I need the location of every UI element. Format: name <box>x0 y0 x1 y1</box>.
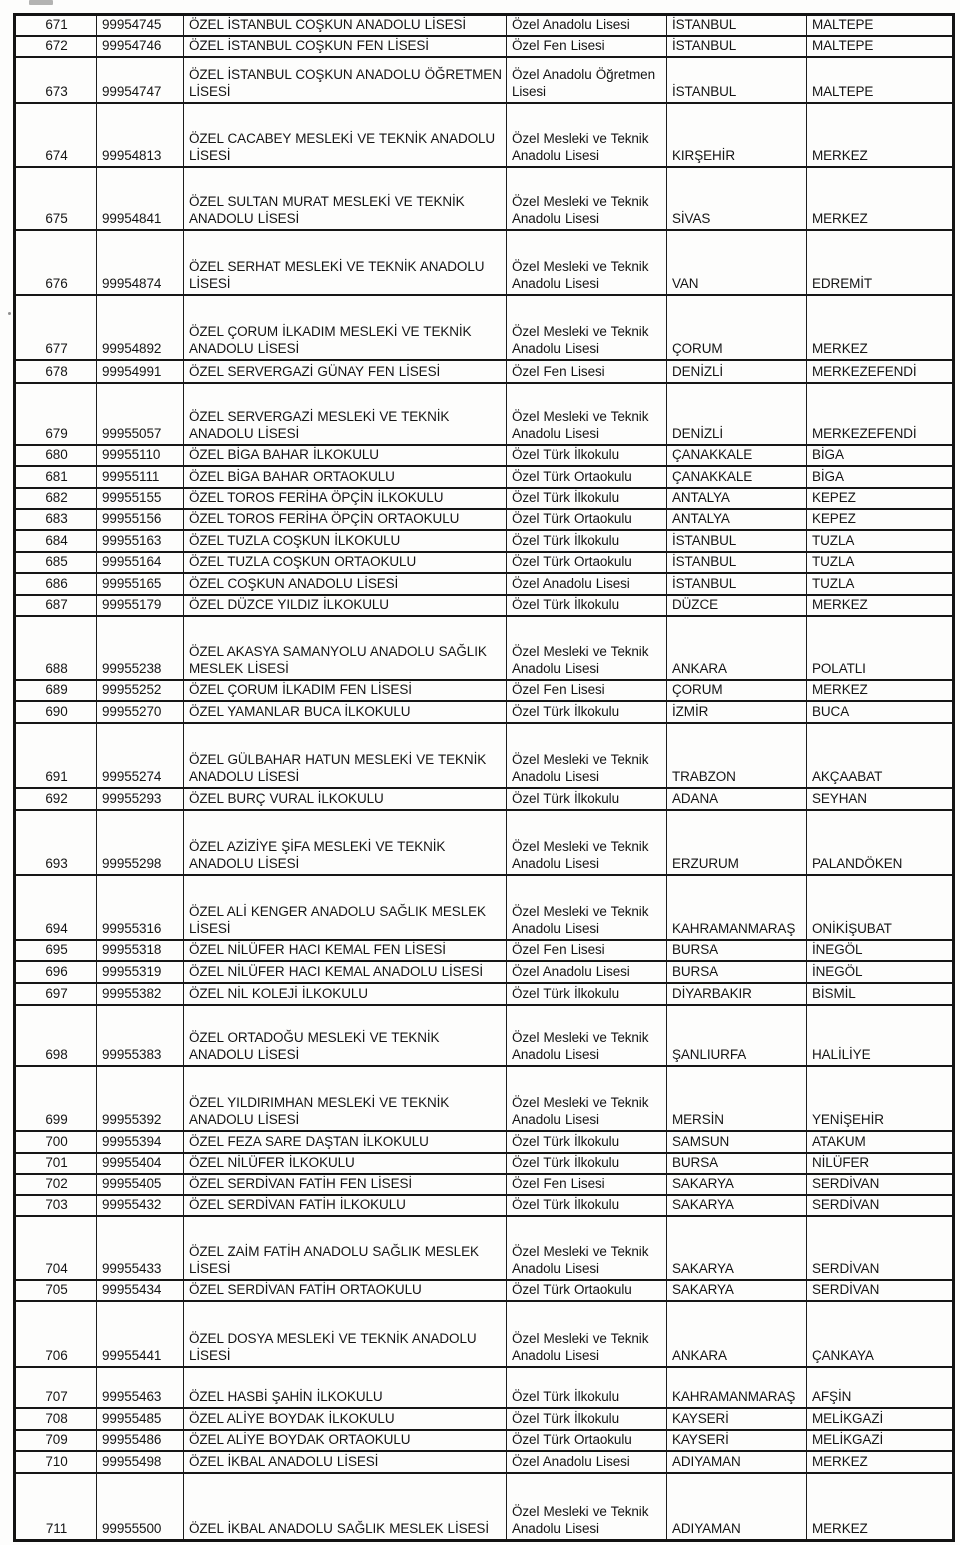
cell-province: KAHRAMANMARAŞ <box>667 1367 807 1408</box>
cell-school-code: 99955392 <box>97 1066 184 1131</box>
cell-school-name: ÖZEL NİLÜFER İLKOKULU <box>184 1153 507 1174</box>
cell-school-code: 99954841 <box>97 167 184 230</box>
cell-district: YENİŞEHİR <box>807 1066 954 1131</box>
cell-province: ANTALYA <box>667 509 807 530</box>
table-row <box>15 680 954 701</box>
cell-district: MERKEZEFENDİ <box>807 360 954 383</box>
cell-school-type: Özel Mesleki ve Teknik Anadolu Lisesi <box>507 616 667 680</box>
cell-row-number: 681 <box>15 466 97 488</box>
cell-school-type: Özel Fen Lisesi <box>507 940 667 961</box>
cell-row-number: 687 <box>15 595 97 616</box>
table-row <box>15 616 954 680</box>
cell-district: MERKEZ <box>807 680 954 701</box>
table-row <box>15 1367 954 1408</box>
cell-district: BİGA <box>807 445 954 466</box>
table-row <box>15 961 954 983</box>
table-row <box>15 488 954 509</box>
school-table-body <box>15 15 954 1541</box>
cell-district: SEYHAN <box>807 788 954 810</box>
cell-row-number: 709 <box>15 1430 97 1451</box>
cell-district: TUZLA <box>807 573 954 595</box>
cell-row-number: 704 <box>15 1216 97 1280</box>
table-row <box>15 167 954 230</box>
cell-district: MELİKGAZİ <box>807 1408 954 1430</box>
cell-school-type: Özel Mesleki ve Teknik Anadolu Lisesi <box>507 1473 667 1540</box>
cell-school-type: Özel Türk İlkokulu <box>507 488 667 509</box>
cell-province: MERSİN <box>667 1066 807 1131</box>
cell-district: İNEGÖL <box>807 961 954 983</box>
cell-school-code: 99955057 <box>97 383 184 445</box>
cell-school-code: 99955274 <box>97 723 184 788</box>
cell-school-code: 99955293 <box>97 788 184 810</box>
cell-school-name: ÖZEL CACABEY MESLEKİ VE TEKNİK ANADOLU LİSESİ <box>184 103 507 167</box>
cell-school-type: Özel Türk İlkokulu <box>507 1195 667 1216</box>
cell-school-name: ÖZEL SERVERGAZİ GÜNAY FEN LİSESİ <box>184 360 507 383</box>
cell-district: PALANDÖKEN <box>807 810 954 875</box>
cell-school-code: 99955252 <box>97 680 184 701</box>
cell-province: BURSA <box>667 940 807 961</box>
cell-school-name: ÖZEL ALİYE BOYDAK İLKOKULU <box>184 1408 507 1430</box>
scan-speck <box>8 312 11 315</box>
cell-school-type: Özel Türk İlkokulu <box>507 1367 667 1408</box>
cell-school-type: Özel Mesleki ve Teknik Anadolu Lisesi <box>507 1301 667 1367</box>
cell-school-name: ÖZEL HASBİ ŞAHİN İLKOKULU <box>184 1367 507 1408</box>
table-row <box>15 723 954 788</box>
cell-school-code: 99955485 <box>97 1408 184 1430</box>
table-row <box>15 595 954 616</box>
cell-school-name: ÖZEL İSTANBUL COŞKUN FEN LİSESİ <box>184 36 507 57</box>
cell-school-type: Özel Mesleki ve Teknik Anadolu Lisesi <box>507 1066 667 1131</box>
cell-row-number: 695 <box>15 940 97 961</box>
cell-school-name: ÖZEL İKBAL ANADOLU SAĞLIK MESLEK LİSESİ <box>184 1473 507 1540</box>
cell-province: İSTANBUL <box>667 530 807 552</box>
cell-row-number: 708 <box>15 1408 97 1430</box>
cell-row-number: 674 <box>15 103 97 167</box>
table-row <box>15 36 954 57</box>
cell-row-number: 706 <box>15 1301 97 1367</box>
cell-school-type: Özel Anadolu Lisesi <box>507 1451 667 1473</box>
cell-school-name: ÖZEL BİGA BAHAR ORTAOKULU <box>184 466 507 488</box>
cell-school-code: 99955463 <box>97 1367 184 1408</box>
cell-district: KEPEZ <box>807 509 954 530</box>
cell-school-name: ÖZEL ZAİM FATİH ANADOLU SAĞLIK MESLEK LİSESİ <box>184 1216 507 1280</box>
cell-school-name: ÖZEL TUZLA COŞKUN İLKOKULU <box>184 530 507 552</box>
cell-school-type: Özel Türk Ortaokulu <box>507 552 667 573</box>
table-row <box>15 1280 954 1301</box>
cell-school-code: 99955500 <box>97 1473 184 1540</box>
cell-school-name: ÖZEL DOSYA MESLEKİ VE TEKNİK ANADOLU LİSESİ <box>184 1301 507 1367</box>
cell-province: BURSA <box>667 1153 807 1174</box>
cell-school-type: Özel Mesleki ve Teknik Anadolu Lisesi <box>507 723 667 788</box>
cell-school-name: ÖZEL SERHAT MESLEKİ VE TEKNİK ANADOLU LİSESİ <box>184 230 507 295</box>
cell-province: KIRŞEHİR <box>667 103 807 167</box>
cell-school-name: ÖZEL GÜLBAHAR HATUN MESLEKİ VE TEKNİK ANADOLU LİSESİ <box>184 723 507 788</box>
cell-school-code: 99955441 <box>97 1301 184 1367</box>
cell-province: ANKARA <box>667 1301 807 1367</box>
cell-province: ADANA <box>667 788 807 810</box>
cell-district: MERKEZ <box>807 1451 954 1473</box>
scan-artifact <box>29 0 53 5</box>
cell-school-name: ÖZEL AKASYA SAMANYOLU ANADOLU SAĞLIK MESLEK LİSESİ <box>184 616 507 680</box>
cell-province: SİVAS <box>667 167 807 230</box>
cell-school-code: 99955165 <box>97 573 184 595</box>
cell-school-code: 99955163 <box>97 530 184 552</box>
cell-school-name: ÖZEL DÜZCE YILDIZ İLKOKULU <box>184 595 507 616</box>
cell-province: ADIYAMAN <box>667 1473 807 1540</box>
cell-row-number: 699 <box>15 1066 97 1131</box>
cell-district: BİSMİL <box>807 983 954 1005</box>
cell-school-type: Özel Anadolu Lisesi <box>507 573 667 595</box>
cell-row-number: 677 <box>15 295 97 360</box>
cell-province: İZMİR <box>667 701 807 723</box>
cell-school-type: Özel Türk İlkokulu <box>507 595 667 616</box>
cell-province: ANTALYA <box>667 488 807 509</box>
cell-school-name: ÖZEL İSTANBUL COŞKUN ANADOLU LİSESİ <box>184 15 507 37</box>
table-row <box>15 230 954 295</box>
cell-school-type: Özel Anadolu Lisesi <box>507 15 667 37</box>
cell-province: KAYSERİ <box>667 1408 807 1430</box>
table-row <box>15 1131 954 1153</box>
cell-school-type: Özel Türk İlkokulu <box>507 1131 667 1153</box>
cell-school-code: 99954745 <box>97 15 184 37</box>
cell-school-name: ÖZEL ÇORUM İLKADIM MESLEKİ VE TEKNİK ANADOLU LİSESİ <box>184 295 507 360</box>
cell-school-code: 99955110 <box>97 445 184 466</box>
cell-province: SAKARYA <box>667 1174 807 1195</box>
cell-province: ÇORUM <box>667 680 807 701</box>
cell-district: TUZLA <box>807 552 954 573</box>
cell-row-number: 700 <box>15 1131 97 1153</box>
cell-school-type: Özel Anadolu Lisesi <box>507 961 667 983</box>
cell-district: MALTEPE <box>807 57 954 103</box>
cell-school-name: ÖZEL İKBAL ANADOLU LİSESİ <box>184 1451 507 1473</box>
cell-school-code: 99955432 <box>97 1195 184 1216</box>
cell-school-type: Özel Türk İlkokulu <box>507 1408 667 1430</box>
cell-district: NİLÜFER <box>807 1153 954 1174</box>
cell-school-code: 99955316 <box>97 875 184 940</box>
cell-province: İSTANBUL <box>667 573 807 595</box>
cell-school-type: Özel Fen Lisesi <box>507 1174 667 1195</box>
cell-district: ATAKUM <box>807 1131 954 1153</box>
table-row <box>15 57 954 103</box>
cell-row-number: 702 <box>15 1174 97 1195</box>
cell-row-number: 676 <box>15 230 97 295</box>
cell-school-code: 99954991 <box>97 360 184 383</box>
cell-school-name: ÖZEL TUZLA COŞKUN ORTAOKULU <box>184 552 507 573</box>
cell-school-name: ÖZEL YILDIRIMHAN MESLEKİ VE TEKNİK ANADOLU LİSESİ <box>184 1066 507 1131</box>
cell-district: SERDİVAN <box>807 1280 954 1301</box>
cell-school-code: 99955394 <box>97 1131 184 1153</box>
cell-school-code: 99955498 <box>97 1451 184 1473</box>
cell-row-number: 675 <box>15 167 97 230</box>
table-row <box>15 466 954 488</box>
cell-school-code: 99954746 <box>97 36 184 57</box>
cell-school-name: ÖZEL NİLÜFER HACI KEMAL ANADOLU LİSESİ <box>184 961 507 983</box>
cell-school-code: 99955433 <box>97 1216 184 1280</box>
table-row <box>15 1216 954 1280</box>
cell-province: İSTANBUL <box>667 15 807 37</box>
cell-school-code: 99954813 <box>97 103 184 167</box>
cell-school-code: 99955298 <box>97 810 184 875</box>
table-row <box>15 530 954 552</box>
cell-school-name: ÖZEL SERDİVAN FATİH FEN LİSESİ <box>184 1174 507 1195</box>
table-row <box>15 701 954 723</box>
cell-school-name: ÖZEL SERDİVAN FATİH ORTAOKULU <box>184 1280 507 1301</box>
cell-row-number: 705 <box>15 1280 97 1301</box>
cell-row-number: 684 <box>15 530 97 552</box>
cell-school-code: 99955383 <box>97 1005 184 1066</box>
cell-school-name: ÖZEL COŞKUN ANADOLU LİSESİ <box>184 573 507 595</box>
cell-row-number: 672 <box>15 36 97 57</box>
table-row <box>15 445 954 466</box>
cell-province: DÜZCE <box>667 595 807 616</box>
cell-school-type: Özel Türk İlkokulu <box>507 1153 667 1174</box>
cell-row-number: 683 <box>15 509 97 530</box>
table-row <box>15 552 954 573</box>
cell-school-name: ÖZEL AZİZİYE ŞİFA MESLEKİ VE TEKNİK ANADOLU LİSESİ <box>184 810 507 875</box>
cell-school-name: ÖZEL SULTAN MURAT MESLEKİ VE TEKNİK ANADOLU LİSESİ <box>184 167 507 230</box>
cell-province: SAMSUN <box>667 1131 807 1153</box>
cell-school-type: Özel Türk İlkokulu <box>507 983 667 1005</box>
cell-school-name: ÖZEL NİLÜFER HACI KEMAL FEN LİSESİ <box>184 940 507 961</box>
cell-province: İSTANBUL <box>667 57 807 103</box>
cell-province: İSTANBUL <box>667 36 807 57</box>
table-row <box>15 1451 954 1473</box>
cell-school-type: Özel Mesleki ve Teknik Anadolu Lisesi <box>507 167 667 230</box>
cell-school-name: ÖZEL SERDİVAN FATİH İLKOKULU <box>184 1195 507 1216</box>
cell-school-type: Özel Türk İlkokulu <box>507 701 667 723</box>
table-row <box>15 1195 954 1216</box>
cell-school-name: ÖZEL TOROS FERİHA ÖPÇİN İLKOKULU <box>184 488 507 509</box>
cell-province: DENİZLİ <box>667 360 807 383</box>
cell-district: BİGA <box>807 466 954 488</box>
cell-school-code: 99955319 <box>97 961 184 983</box>
cell-school-code: 99955404 <box>97 1153 184 1174</box>
cell-province: SAKARYA <box>667 1195 807 1216</box>
cell-school-type: Özel Mesleki ve Teknik Anadolu Lisesi <box>507 295 667 360</box>
table-row <box>15 788 954 810</box>
cell-district: EDREMİT <box>807 230 954 295</box>
cell-district: AFŞİN <box>807 1367 954 1408</box>
cell-district: ONİKİŞUBAT <box>807 875 954 940</box>
cell-province: SAKARYA <box>667 1280 807 1301</box>
cell-province: ÇANAKKALE <box>667 445 807 466</box>
cell-row-number: 710 <box>15 1451 97 1473</box>
cell-district: MERKEZ <box>807 595 954 616</box>
cell-row-number: 678 <box>15 360 97 383</box>
cell-row-number: 701 <box>15 1153 97 1174</box>
table-row <box>15 295 954 360</box>
cell-school-code: 99955156 <box>97 509 184 530</box>
cell-row-number: 682 <box>15 488 97 509</box>
cell-province: ÇORUM <box>667 295 807 360</box>
cell-school-name: ÖZEL SERVERGAZİ MESLEKİ VE TEKNİK ANADOLU LİSESİ <box>184 383 507 445</box>
cell-row-number: 703 <box>15 1195 97 1216</box>
table-row <box>15 1153 954 1174</box>
table-row <box>15 360 954 383</box>
cell-row-number: 686 <box>15 573 97 595</box>
cell-school-type: Özel Fen Lisesi <box>507 360 667 383</box>
cell-school-type: Özel Mesleki ve Teknik Anadolu Lisesi <box>507 875 667 940</box>
table-row <box>15 940 954 961</box>
table-row <box>15 1174 954 1195</box>
cell-district: MERKEZEFENDİ <box>807 383 954 445</box>
cell-district: POLATLI <box>807 616 954 680</box>
table-row <box>15 103 954 167</box>
cell-school-type: Özel Mesleki ve Teknik Anadolu Lisesi <box>507 383 667 445</box>
cell-school-type: Özel Türk İlkokulu <box>507 788 667 810</box>
cell-school-name: ÖZEL ORTADOĞU MESLEKİ VE TEKNİK ANADOLU LİSESİ <box>184 1005 507 1066</box>
cell-school-code: 99954892 <box>97 295 184 360</box>
table-row <box>15 383 954 445</box>
cell-row-number: 671 <box>15 15 97 37</box>
cell-row-number: 711 <box>15 1473 97 1540</box>
cell-row-number: 673 <box>15 57 97 103</box>
cell-row-number: 694 <box>15 875 97 940</box>
table-row <box>15 1408 954 1430</box>
cell-district: HALİLİYE <box>807 1005 954 1066</box>
table-row <box>15 983 954 1005</box>
cell-province: ERZURUM <box>667 810 807 875</box>
cell-school-code: 99954747 <box>97 57 184 103</box>
cell-district: SERDİVAN <box>807 1195 954 1216</box>
cell-province: VAN <box>667 230 807 295</box>
cell-school-name: ÖZEL FEZA SARE DAŞTAN İLKOKULU <box>184 1131 507 1153</box>
cell-school-type: Özel Türk Ortaokulu <box>507 1280 667 1301</box>
cell-school-name: ÖZEL İSTANBUL COŞKUN ANADOLU ÖĞRETMEN LİSESİ <box>184 57 507 103</box>
cell-school-code: 99954874 <box>97 230 184 295</box>
cell-province: DENİZLİ <box>667 383 807 445</box>
cell-province: TRABZON <box>667 723 807 788</box>
table-row <box>15 15 954 37</box>
table-row <box>15 810 954 875</box>
cell-district: MERKEZ <box>807 1473 954 1540</box>
cell-school-code: 99955382 <box>97 983 184 1005</box>
cell-row-number: 688 <box>15 616 97 680</box>
cell-school-type: Özel Mesleki ve Teknik Anadolu Lisesi <box>507 230 667 295</box>
cell-school-code: 99955405 <box>97 1174 184 1195</box>
cell-row-number: 698 <box>15 1005 97 1066</box>
cell-row-number: 697 <box>15 983 97 1005</box>
cell-school-type: Özel Mesleki ve Teknik Anadolu Lisesi <box>507 1216 667 1280</box>
cell-district: MERKEZ <box>807 167 954 230</box>
cell-school-code: 99955270 <box>97 701 184 723</box>
cell-school-code: 99955164 <box>97 552 184 573</box>
school-list-table <box>13 13 955 1542</box>
cell-school-name: ÖZEL TOROS FERİHA ÖPÇİN ORTAOKULU <box>184 509 507 530</box>
cell-district: MERKEZ <box>807 103 954 167</box>
table-row <box>15 1005 954 1066</box>
cell-school-name: ÖZEL ALİ KENGER ANADOLU SAĞLIK MESLEK LİSESİ <box>184 875 507 940</box>
cell-school-type: Özel Anadolu Öğretmen Lisesi <box>507 57 667 103</box>
cell-school-type: Özel Türk Ortaokulu <box>507 509 667 530</box>
cell-school-type: Özel Türk İlkokulu <box>507 445 667 466</box>
cell-school-code: 99955318 <box>97 940 184 961</box>
cell-row-number: 693 <box>15 810 97 875</box>
cell-province: ANKARA <box>667 616 807 680</box>
table-row <box>15 1066 954 1131</box>
cell-school-code: 99955434 <box>97 1280 184 1301</box>
cell-province: ÇANAKKALE <box>667 466 807 488</box>
cell-row-number: 690 <box>15 701 97 723</box>
cell-row-number: 680 <box>15 445 97 466</box>
cell-school-name: ÖZEL YAMANLAR BUCA İLKOKULU <box>184 701 507 723</box>
cell-row-number: 692 <box>15 788 97 810</box>
cell-school-code: 99955486 <box>97 1430 184 1451</box>
cell-school-code: 99955111 <box>97 466 184 488</box>
cell-district: ÇANKAYA <box>807 1301 954 1367</box>
table-row <box>15 1473 954 1540</box>
cell-row-number: 689 <box>15 680 97 701</box>
cell-district: BUCA <box>807 701 954 723</box>
cell-district: SERDİVAN <box>807 1216 954 1280</box>
cell-school-code: 99955155 <box>97 488 184 509</box>
cell-row-number: 691 <box>15 723 97 788</box>
cell-row-number: 685 <box>15 552 97 573</box>
cell-district: MELİKGAZİ <box>807 1430 954 1451</box>
cell-district: İNEGÖL <box>807 940 954 961</box>
table-row <box>15 875 954 940</box>
cell-district: MALTEPE <box>807 15 954 37</box>
cell-school-type: Özel Fen Lisesi <box>507 36 667 57</box>
cell-province: İSTANBUL <box>667 552 807 573</box>
cell-school-name: ÖZEL NİL KOLEJİ İLKOKULU <box>184 983 507 1005</box>
cell-school-code: 99955179 <box>97 595 184 616</box>
cell-school-code: 99955238 <box>97 616 184 680</box>
table-row <box>15 573 954 595</box>
cell-district: KEPEZ <box>807 488 954 509</box>
table-row <box>15 1301 954 1367</box>
cell-school-name: ÖZEL BİGA BAHAR İLKOKULU <box>184 445 507 466</box>
cell-province: BURSA <box>667 961 807 983</box>
cell-province: ŞANLIURFA <box>667 1005 807 1066</box>
cell-school-type: Özel Türk İlkokulu <box>507 530 667 552</box>
table-row <box>15 509 954 530</box>
cell-district: MALTEPE <box>807 36 954 57</box>
cell-school-name: ÖZEL BURÇ VURAL İLKOKULU <box>184 788 507 810</box>
cell-district: AKÇAABAT <box>807 723 954 788</box>
cell-school-type: Özel Mesleki ve Teknik Anadolu Lisesi <box>507 810 667 875</box>
cell-school-type: Özel Fen Lisesi <box>507 680 667 701</box>
cell-province: KAHRAMANMARAŞ <box>667 875 807 940</box>
cell-province: SAKARYA <box>667 1216 807 1280</box>
cell-school-type: Özel Mesleki ve Teknik Anadolu Lisesi <box>507 103 667 167</box>
cell-province: DİYARBAKIR <box>667 983 807 1005</box>
cell-province: ADIYAMAN <box>667 1451 807 1473</box>
cell-school-type: Özel Türk Ortaokulu <box>507 1430 667 1451</box>
cell-district: TUZLA <box>807 530 954 552</box>
cell-school-name: ÖZEL ÇORUM İLKADIM FEN LİSESİ <box>184 680 507 701</box>
cell-school-type: Özel Mesleki ve Teknik Anadolu Lisesi <box>507 1005 667 1066</box>
cell-school-type: Özel Türk Ortaokulu <box>507 466 667 488</box>
cell-row-number: 679 <box>15 383 97 445</box>
cell-district: MERKEZ <box>807 295 954 360</box>
cell-school-name: ÖZEL ALİYE BOYDAK ORTAOKULU <box>184 1430 507 1451</box>
table-row <box>15 1430 954 1451</box>
cell-province: KAYSERİ <box>667 1430 807 1451</box>
cell-row-number: 696 <box>15 961 97 983</box>
cell-row-number: 707 <box>15 1367 97 1408</box>
cell-district: SERDİVAN <box>807 1174 954 1195</box>
